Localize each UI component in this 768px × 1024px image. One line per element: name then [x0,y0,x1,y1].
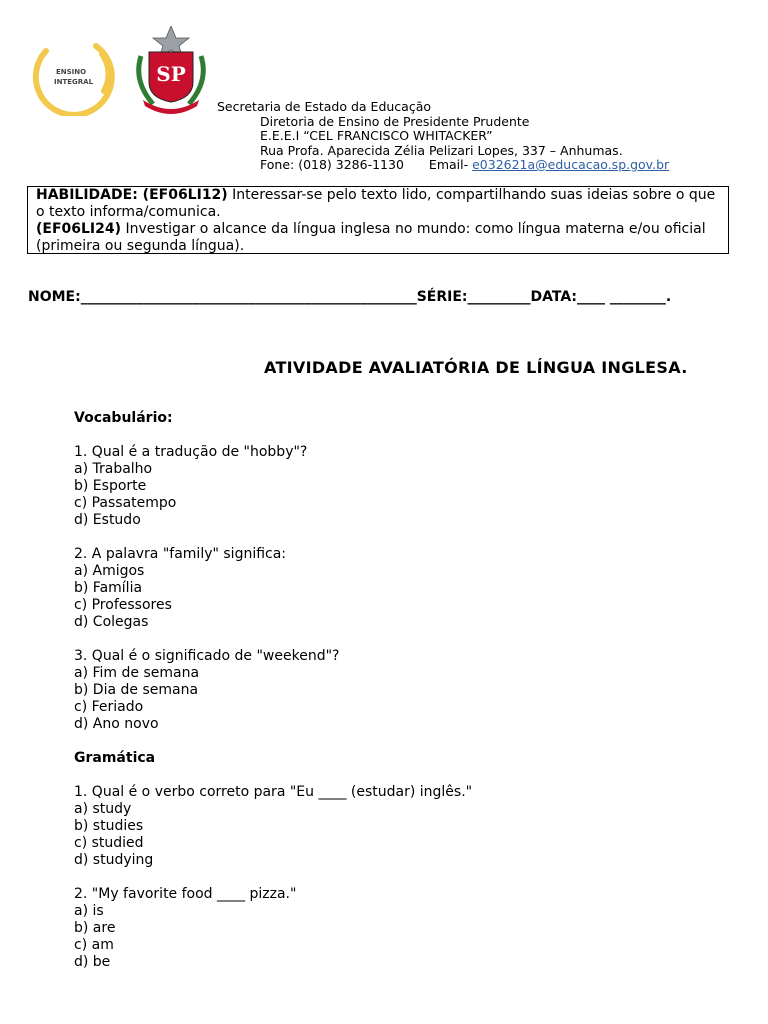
page-title: ATIVIDADE AVALIATÓRIA DE LÍNGUA INGLESA. [264,358,688,377]
answer-option[interactable]: d) Ano novo [74,716,159,732]
ensino-integral-text-1: ENSINO [56,68,87,76]
answer-option[interactable]: c) studied [74,835,144,851]
skills-box [27,186,729,254]
grammar-heading: Gramática [74,750,156,766]
question-text: 2. A palavra "family" significa: [74,546,287,562]
school-header [217,100,669,173]
grammar-questions [74,784,734,971]
answer-option[interactable]: c) Feriado [74,699,144,715]
question-block [74,784,734,869]
answer-option[interactable]: d) Colegas [74,614,149,630]
answer-option[interactable]: a) Trabalho [74,461,153,477]
ensino-integral-logo [26,36,121,116]
question-block [74,886,734,971]
skill-2 [36,221,728,255]
question-text: 1. Qual é o verbo correto para "Eu ____ (estudar) inglês." [74,784,473,800]
header-secretaria: Secretaria de Estado da Educação [217,99,432,114]
answer-option[interactable]: a) Amigos [74,563,145,579]
question-text: 2. "My favorite food ____ pizza." [74,886,297,902]
answer-option[interactable]: b) Dia de semana [74,682,199,698]
question-text: 1. Qual é a tradução de "hobby"? [74,444,308,460]
header-email-link[interactable]: e032621a@educacao.sp.gov.br [472,157,670,172]
skill-1 [36,187,728,221]
answer-option[interactable]: a) is [74,903,104,919]
answer-option[interactable]: d) Estudo [74,512,141,528]
ensino-integral-text-2: INTEGRAL [54,78,94,86]
answer-option[interactable]: b) are [74,920,116,936]
answer-option[interactable]: c) am [74,937,114,953]
question-block [74,648,734,733]
answer-option[interactable]: a) study [74,801,132,817]
header-diretoria: Diretoria de Ensino de Presidente Prudente [260,113,530,129]
skill-2-label: (EF06LI24) [36,221,122,237]
header-email-label: Email- [428,157,473,172]
question-text: 3. Qual é o significado de "weekend"? [74,648,340,664]
header-address: Rua Profa. Aparecida Zélia Pelizari Lopes, 337 – Anhumas. [260,142,623,158]
vocab-heading: Vocabulário: [74,410,173,426]
header-school-name: E.E.E.I “CEL FRANCISCO WHITACKER” [260,128,493,143]
skill-1-text: Interessar-se pelo texto lido, compartilhando suas ideias sobre o que o texto informa/comunica. [36,187,716,220]
header-contact [217,158,669,173]
answer-option[interactable]: b) studies [74,818,144,834]
question-block [74,546,734,631]
sao-paulo-coat-of-arms [131,26,211,114]
answer-option[interactable]: c) Professores [74,597,172,613]
answer-option[interactable]: b) Família [74,580,143,596]
answer-option[interactable]: c) Passatempo [74,495,177,511]
answer-option[interactable]: a) Fim de semana [74,665,200,681]
answer-option[interactable]: d) be [74,954,111,970]
exam-body [74,410,734,988]
answer-option[interactable]: d) studying [74,852,154,868]
question-block [74,444,734,529]
header-phone: Fone: (018) 3286-1130 [260,157,404,172]
student-info-line[interactable]: NOME:________________________________________________SÉRIE:_________DATA:____ ________. [28,289,672,305]
skill-2-text: Investigar o alcance da língua inglesa no mundo: como língua materna e/ou oficial (primeira ou segunda língua). [36,221,706,254]
logos [26,26,216,116]
skill-1-label: HABILIDADE: (EF06LI12) [36,187,228,203]
vocab-questions [74,444,734,733]
answer-option[interactable]: b) Esporte [74,478,147,494]
shield-letters: SP [156,62,186,86]
